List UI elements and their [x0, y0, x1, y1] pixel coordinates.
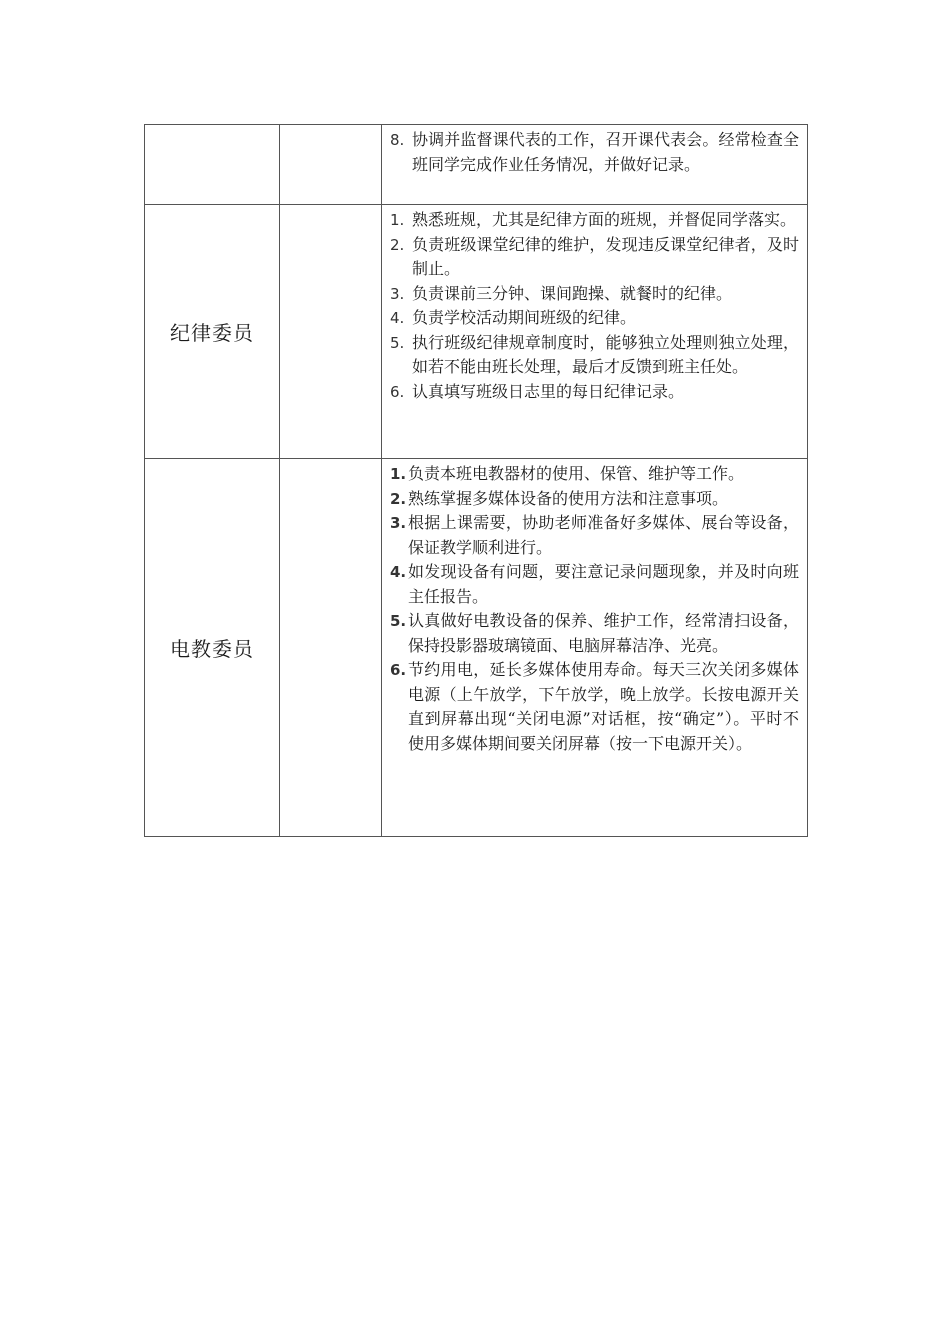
role-cell [145, 125, 280, 205]
duty-number: 2. [390, 489, 407, 508]
duty-text: 执行班级纪律规章制度时，能够独立处理则独立处理，如若不能由班长处理，最后才反馈到班主任处。 [412, 332, 799, 376]
duty-number: 6. [390, 661, 407, 679]
duty-number: 8. [390, 131, 405, 149]
duty-text: 负责班级课堂纪律的维护，发现违反课堂纪律者，及时制止。 [412, 234, 799, 278]
duty-text: 熟悉班规，尤其是纪律方面的班规，并督促同学落实。 [412, 210, 797, 229]
duty-item [390, 560, 799, 609]
duty-number: 1. [390, 465, 407, 483]
duty-item [390, 511, 799, 560]
duty-item [390, 462, 799, 487]
duty-list [390, 128, 799, 177]
duty-item [390, 609, 799, 658]
duty-cell [382, 125, 808, 205]
duty-number: 5. [390, 612, 407, 630]
empty-cell [280, 459, 382, 837]
duties-table [144, 124, 808, 837]
role-cell: 纪律委员 [145, 205, 280, 459]
duty-number: 4. [390, 563, 407, 581]
duty-text: 认真做好电教设备的保养、维护工作，经常清扫设备，保持投影器玻璃镜面、电脑屏幕洁净、光亮。 [408, 611, 799, 655]
duty-text: 负责学校活动期间班级的纪律。 [412, 308, 637, 327]
duty-item [390, 380, 799, 405]
duty-list [390, 208, 799, 404]
duty-item [390, 233, 799, 282]
table-row [145, 125, 808, 205]
duty-text: 协调并监督课代表的工作，召开课代表会。经常检查全班同学完成作业任务情况，并做好记录。 [412, 130, 799, 174]
duty-cell [382, 205, 808, 459]
duty-item [390, 282, 799, 307]
table-row [145, 459, 808, 837]
table-row [145, 205, 808, 459]
duty-item [390, 306, 799, 331]
duty-list [390, 462, 799, 756]
duty-text: 负责本班电教器材的使用、保管、维护等工作。 [408, 464, 745, 483]
duty-number: 4. [390, 309, 405, 327]
duty-text: 节约用电，延长多媒体使用寿命。每天三次关闭多媒体电源（上午放学，下午放学，晚上放学。长按电源开关直到屏幕出现“关闭电源”对话框，按“确定”）。平时不使用多媒体期间要关闭屏幕（按一下电源开关）。 [408, 660, 799, 753]
duty-item [390, 487, 799, 512]
duty-number: 3. [390, 514, 407, 532]
duty-text: 根据上课需要，协助老师准备好多媒体、展台等设备，保证教学顺利进行。 [408, 513, 799, 557]
duty-item [390, 128, 799, 177]
duty-number: 2. [390, 235, 405, 254]
duty-cell [382, 459, 808, 837]
duty-number: 6. [390, 382, 405, 401]
duty-text: 如发现设备有问题，要注意记录问题现象，并及时向班主任报告。 [408, 562, 799, 606]
empty-cell [280, 205, 382, 459]
role-cell: 电教委员 [145, 459, 280, 837]
duty-text: 认真填写班级日志里的每日纪律记录。 [412, 381, 685, 401]
duty-item [390, 658, 799, 756]
duty-item [390, 331, 799, 380]
duty-text: 熟练掌握多媒体设备的使用方法和注意事项。 [408, 488, 729, 508]
duty-item [390, 208, 799, 233]
duty-number: 5. [390, 333, 405, 352]
empty-cell [280, 125, 382, 205]
duty-number: 3. [390, 284, 405, 303]
duty-text: 负责课前三分钟、课间跑操、就餐时的纪律。 [412, 283, 733, 303]
duty-number: 1. [390, 211, 405, 229]
